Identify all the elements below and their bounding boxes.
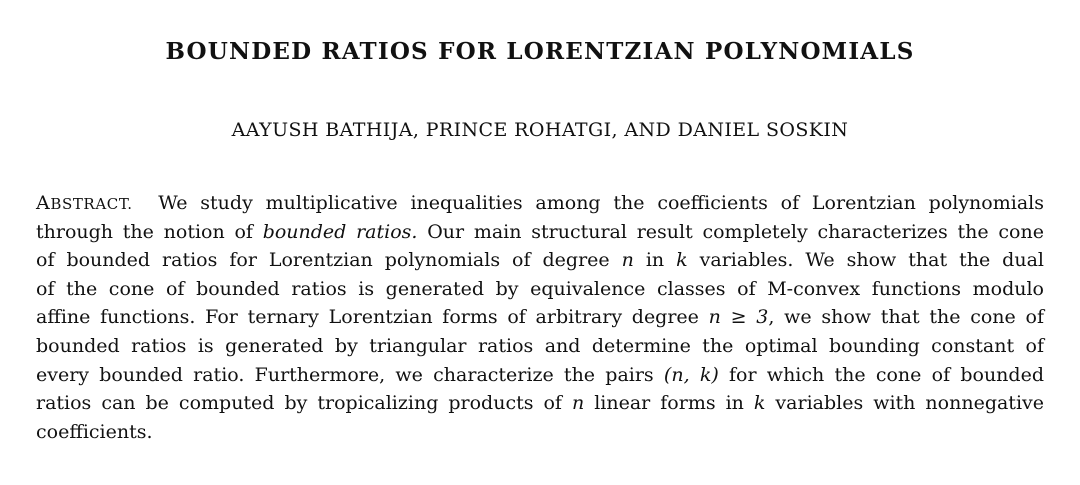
paper-authors: AAYUSH BATHIJA, PRINCE ROHATGI, AND DANIEL SOSKIN <box>231 119 849 141</box>
abstract-line-3: of bounded ratios for Lorentzian polynomials of degree n in k variables. We show that the dual <box>36 249 1044 272</box>
abstract-line-8: ratios can be computed by tropicalizing products of n linear forms in k variables with nonnegative <box>36 392 1044 415</box>
abstract-line-6: bounded ratios is generated by triangular ratios and determine the optimal bounding constant of <box>36 334 1044 357</box>
abstract-line-7: every bounded ratio. Furthermore, we characterize the pairs (n, k) for which the cone of bounded <box>36 363 1044 386</box>
abstract <box>36 189 1044 446</box>
abstract-line-4: of the cone of bounded ratios is generated by equivalence classes of M-convex functions modulo <box>36 277 1044 300</box>
emphasis-bounded-ratios: bounded ratios. <box>262 220 418 243</box>
abstract-line-2: through the notion of bounded ratios. Our main structural result completely characterizes the cone <box>36 220 1044 243</box>
abstract-line-9: coefficients. <box>36 420 153 443</box>
abstract-line-1: ABSTRACT. We study multiplicative inequalities among the coefficients of Lorentzian polynomials <box>36 192 1044 214</box>
paper-title: BOUNDED RATIOS FOR LORENTZIAN POLYNOMIALS <box>165 38 915 65</box>
abstract-line-5: affine functions. For ternary Lorentzian forms of arbitrary degree n ≥ 3, we show that the cone of <box>36 306 1044 329</box>
abstract-heading: ABSTRACT. <box>36 192 133 214</box>
